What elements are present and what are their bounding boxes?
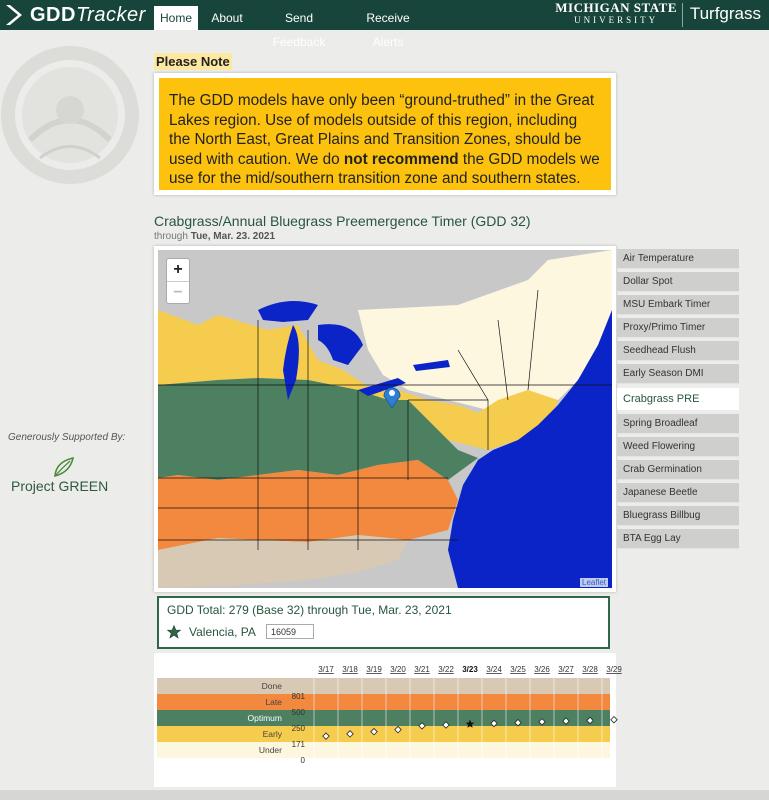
sidebar-item-japanese-beetle[interactable]: Japanese Beetle [617,483,739,503]
nav-send-feedback[interactable]: Send Feedback [272,11,326,49]
sidebar-item-crab-germination[interactable]: Crab Germination [617,460,739,480]
date-label: 3/24 [486,665,502,674]
date-label: 3/23 [462,665,478,674]
gdd-map[interactable] [154,246,616,592]
data-point [611,717,617,723]
y-tick-label: 0 [300,756,305,765]
sidebar-item-bluegrass-billbug[interactable]: Bluegrass Billbug [617,506,739,526]
date-label: 3/20 [390,665,406,674]
nav-about[interactable]: About [211,11,243,25]
map-title: Crabgrass/Annual Bluegrass Preemergence Timer (GDD 32) [154,213,531,229]
band-under [157,742,610,758]
band-done [157,678,610,694]
note-box [154,73,616,195]
nav-home[interactable]: Home [154,6,198,30]
date-label: 3/18 [342,665,358,674]
band-late [157,694,610,710]
header-divider [682,3,683,27]
date-label: 3/28 [582,665,598,674]
location-row [167,624,600,639]
chevron-logo-icon [4,3,26,27]
date-label: 3/22 [438,665,454,674]
map-through-date: through Tue, Mar. 23. 2021 [154,231,276,242]
date-label: 3/25 [510,665,526,674]
sidebar-item-weed-flowering[interactable]: Weed Flowering [617,437,739,457]
band-early [157,726,610,742]
band-label-optimum: Optimum [247,713,282,723]
y-tick-label: 250 [291,724,305,733]
sidebar-item-crabgrass-pre[interactable]: Crabgrass PRE [617,388,739,410]
zoom-in-button[interactable]: + [173,261,183,278]
sidebar-item-bta-egg-lay[interactable]: BTA Egg Lay [617,529,739,549]
project-green-logo[interactable]: Project GREEN [11,478,109,494]
sidebar-item-air-temperature[interactable]: Air Temperature [617,249,739,269]
forecast-label: Forecast » [474,655,517,665]
gdd-total-text: GDD Total: 279 (Base 32) through Tue, Mar. 23, 2021 [167,603,452,617]
gdd-totals-panel [157,596,610,649]
sidebar-item-spring-broadleaf[interactable]: Spring Broadleaf [617,414,739,434]
zoom-out-button[interactable]: − [167,281,189,303]
zip-code-input[interactable] [266,624,314,639]
msu-line2: UNIVERSITY [574,15,659,25]
note-text: The GDD models have only been “ground-truthed” in the Great Lakes region. Use of models outside of this region, including the North East, Great Plains and Transition Zones, should be used with caution. We do not recommend the GDD models we use for the mid/southern transition zone and southern states. [159,78,611,190]
note-heading: Please Note [156,54,230,69]
date-label: 3/21 [414,665,430,674]
sidebar-item-msu-embark-timer[interactable]: MSU Embark Timer [617,295,739,315]
sidebar-item-early-season-dmi[interactable]: Early Season DMI [617,364,739,384]
leaflet-attribution[interactable]: Leaflet [582,578,607,587]
msu-wordmark[interactable] [555,1,677,26]
gddtracker-logo[interactable] [0,0,146,30]
msu-seal-watermark-icon [0,40,150,190]
date-label: 3/19 [366,665,382,674]
y-tick-label: 171 [291,740,305,749]
band-label-early: Early [262,729,282,739]
band-label-late: Late [265,697,282,707]
band-label-under: Under [258,745,282,755]
y-tick-label: 801 [291,692,305,701]
supported-by-label: Generously Supported By: [8,432,126,443]
nav-receive-alerts[interactable]: Receive Alerts [366,11,410,49]
star-icon [167,625,181,639]
band-label-done: Done [261,681,282,691]
turfgrass-title[interactable]: Turfgrass [689,4,761,23]
sidebar-item-dollar-spot[interactable]: Dollar Spot [617,272,739,292]
y-tick-label: 500 [291,708,305,717]
date-label: 3/26 [534,665,550,674]
msu-line1: MICHIGAN STATE [555,0,677,15]
page-footer [0,790,769,800]
date-label: 3/17 [318,665,334,674]
date-label: 3/29 [606,665,622,674]
location-name: Valencia, PA [189,624,256,639]
flashback-link[interactable]: “Flashback” to 2020 [170,664,250,674]
sidebar-item-seedhead-flush[interactable]: Seedhead Flush [617,341,739,361]
zoom-control [166,258,190,304]
leaf-icon [52,456,76,478]
logo-text: GDDTracker [30,3,146,26]
gdd-progress-chart [154,653,622,787]
sidebar-item-proxy-primo-timer[interactable]: Proxy/Primo Timer [617,318,739,338]
date-label: 3/27 [558,665,574,674]
